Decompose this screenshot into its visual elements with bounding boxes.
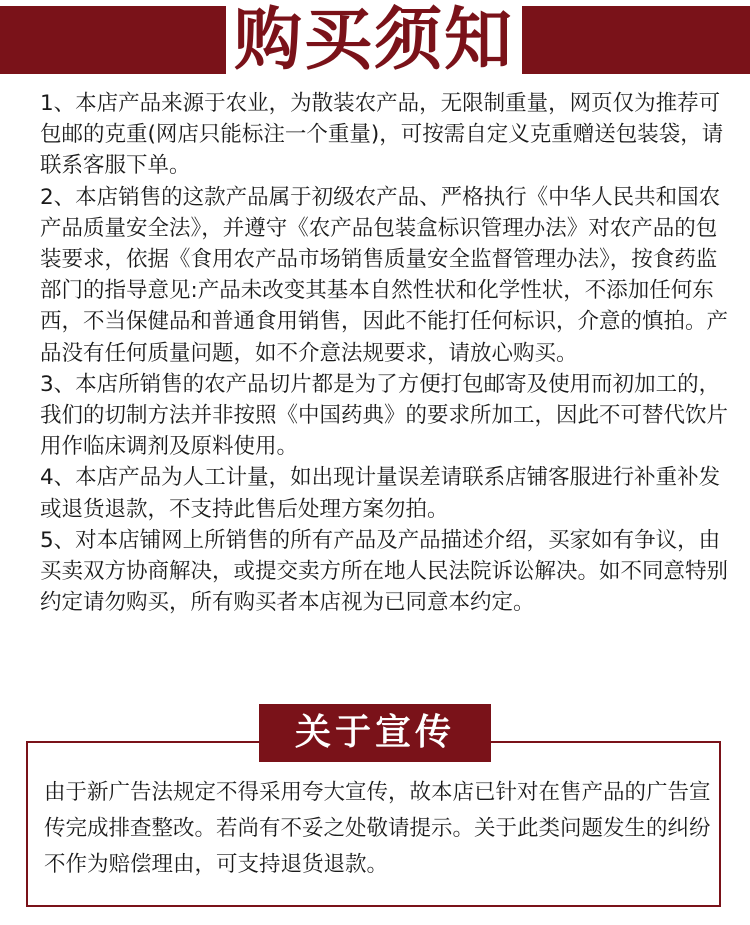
promo-text: 由于新广告法规定不得采用夸大宣传，故本店已针对在售产品的广告宣传完成排查整改。若尚有不妥之处敬请提示。关于此类问题发生的纠纷不作为赔偿理由，可支持退货退款。 [44,780,711,877]
notice-item-4: 4、本店产品为人工计量，如出现计量误差请联系店铺客服进行补重补发或退货退款，不支持此售后处理方案勿拍。 [40,465,721,522]
page-title: 购买须知 [233,1,514,80]
purchase-notice [40,88,730,618]
notice-item-3: 3、本店所销售的农产品切片都是为了方便打包邮寄及使用而初加工的，我们的切制方法并非按照《中国药典》的要求所加工，因此不可替代饮片用作临床调剂及原料使用。 [40,371,729,460]
header-bar-right [522,6,750,74]
header-bar-left [0,6,226,74]
notice-item-1: 1、本店产品来源于农业，为散装农产品，无限制重量，网页仅为推荐可包邮的克重(网店只能标注一个重量)，可按需自定义克重赠送包装袋，请联系客服下单。 [40,91,724,179]
notice-item-2: 2、本店销售的这款产品属于初级农产品、严格执行《中华人民共和国农产品质量安全法》，并遵守《农产品包装盒标识管理办法》对农产品的包装要求，依据《食用农产品市场销售质量安全监督管理办法》，按食药监部门的指导意见:产品未改变其基本自然性状和化学性状，不添加任何东西，不当保健品和普通食用销售，因此不能打任何标识，介意的慎拍。产品没有任何质量问题，如不介意法规要求，请放心购买。 [40,184,729,366]
notice-item-5: 5、对本店铺网上所销售的所有产品及产品描述介绍，买家如有争议，由买卖双方协商解决，或提交卖方所在地人民法院诉讼解决。如不同意特别约定请勿购买，所有购买者本店视为已同意本约定。 [40,527,729,616]
promo-title: 关于宣传 [259,704,491,762]
